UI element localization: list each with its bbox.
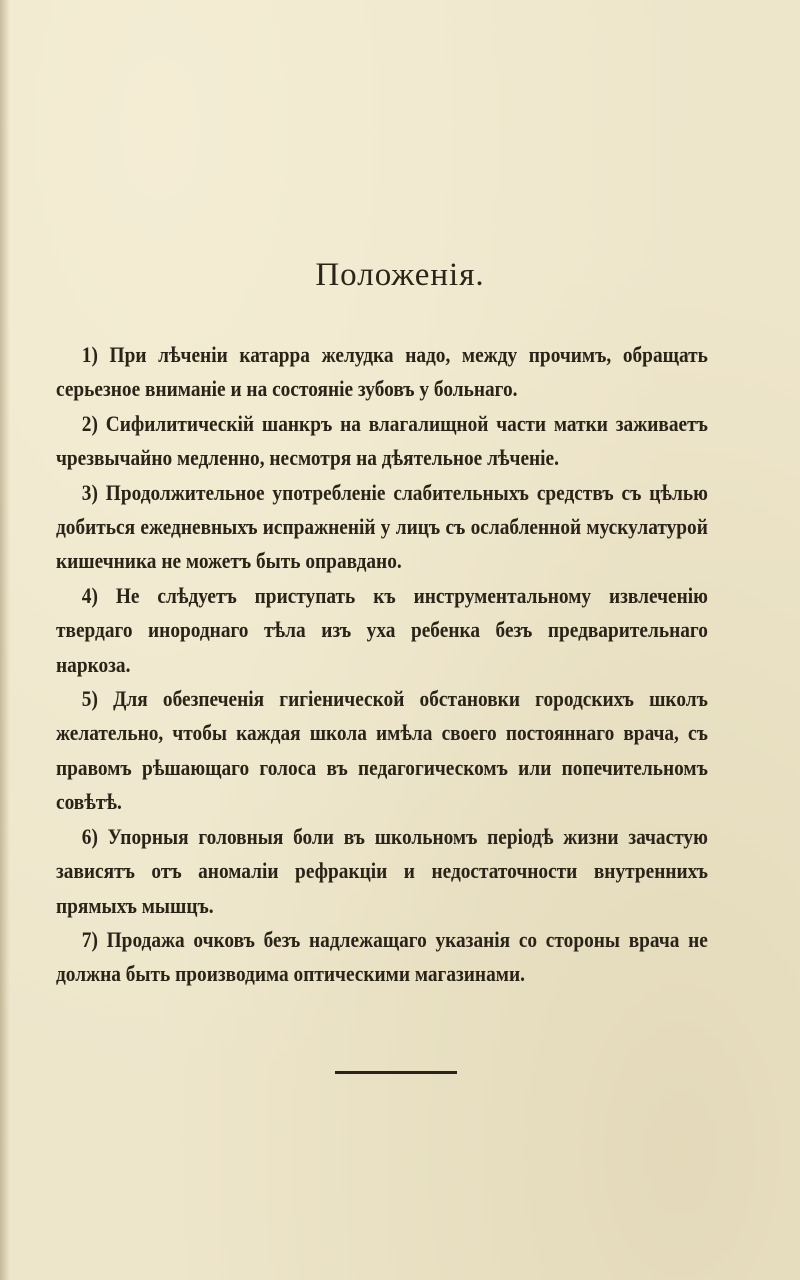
page-title: Положенія. xyxy=(315,257,485,293)
closing-rule xyxy=(335,1071,457,1074)
thesis-1: 1) При лѣченіи катарра желудка надо, между прочимъ, обращать серьезное вниманіе и на состояніе зубовъ у больнаго. xyxy=(56,342,708,402)
thesis-3: 3) Продолжительное употребленіе слабительныхъ средствъ съ цѣлью добиться ежедневныхъ испражненій у лицъ съ ослабленной мускулатурой кишечника не можетъ быть оправдано. xyxy=(56,479,708,574)
theses-list xyxy=(56,338,708,992)
page-binding-shadow xyxy=(0,0,10,1280)
thesis-5: 5) Для обезпеченія гигіенической обстановки городскихъ школъ желательно, чтобы каждая школа имѣла своего постояннаго врача, съ правомъ рѣшающаго голоса въ педагогическомъ или попечительномъ совѣтѣ. xyxy=(56,686,708,815)
thesis-6: 6) Упорныя головныя боли въ школьномъ періодѣ жизни зачастую зависятъ отъ аномаліи рефракціи и недостаточности внутреннихъ прямыхъ мышцъ. xyxy=(56,823,708,918)
thesis-7: 7) Продажа очковъ безъ надлежащаго указанія со стороны врача не должна быть производима оптическими магазинами. xyxy=(56,926,708,987)
thesis-2: 2) Сифилитическій шанкръ на влагалищной части матки заживаетъ чрезвычайно медленно, несмотря на дѣятельное лѣченіе. xyxy=(56,410,708,471)
thesis-4: 4) Не слѣдуетъ приступать къ инструментальному извлеченію твердаго инороднаго тѣла изъ уха ребенка безъ предварительнаго наркоза. xyxy=(56,582,708,677)
